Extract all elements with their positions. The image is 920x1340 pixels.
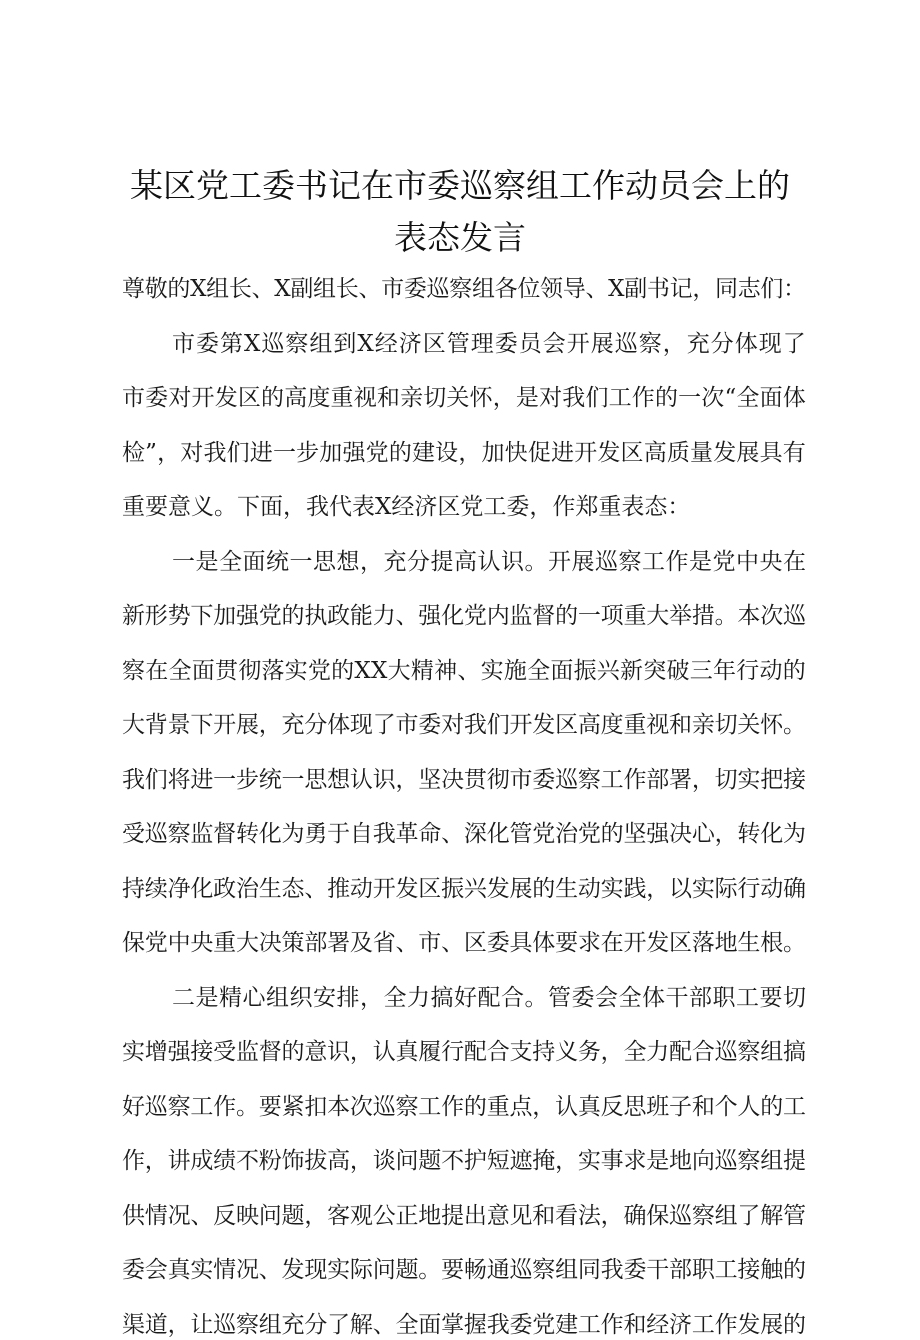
- body-line: 好巡察工作。要紧扣本次巡察工作的重点，认真反思班子和个人的工: [122, 1093, 806, 1120]
- document-title-line-2: 表态发言: [394, 218, 526, 257]
- body-line: 保党中央重大决策部署及省、市、区委具体要求在开发区落地生根。: [122, 930, 806, 956]
- salutation-line: 尊敬的X组长、X副组长、市委巡察组各位领导、X副书记，同志们：: [122, 276, 806, 302]
- body-line: 新形势下加强党的执政能力、强化党内监督的一项重大举措。本次巡: [122, 603, 806, 629]
- body-line: 持续净化政治生态、推动开发区振兴发展的生动实践，以实际行动确: [122, 875, 806, 902]
- body-line: 检”，对我们进一步加强党的建设，加快促进开发区高质量发展具有: [122, 439, 806, 466]
- body-line: 市委对开发区的高度重视和亲切关怀，是对我们工作的一次“全面体: [122, 385, 806, 411]
- body-line: 大背景下开展，充分体现了市委对我们开发区高度重视和亲切关怀。: [122, 712, 806, 738]
- body-line: 一是全面统一思想，充分提高认识。开展巡察工作是党中央在: [172, 548, 807, 575]
- body-line: 二是精心组织安排，全力搞好配合。管委会全体干部职工要切: [172, 984, 807, 1011]
- body-line: 渠道，让巡察组充分了解、全面掌握我委党建工作和经济工作发展的: [122, 1311, 806, 1338]
- body-line: 察在全面贯彻落实党的XX大精神、实施全面振兴新突破三年行动的: [122, 657, 806, 684]
- body-line: 我们将进一步统一思想认识，坚决贯彻市委巡察工作部署，切实把接: [122, 766, 806, 793]
- body-line: 市委第X巡察组到X经济区管理委员会开展巡察，充分体现了: [172, 330, 807, 357]
- body-line: 作，讲成绩不粉饰拔高，谈问题不护短遮掩，实事求是地向巡察组提: [122, 1148, 806, 1174]
- body-line: 委会真实情况、发现实际问题。要畅通巡察组同我委干部职工接触的: [122, 1257, 806, 1283]
- document-title-line-1: 某区党工委书记在市委巡察组工作动员会上的: [130, 166, 790, 205]
- body-line: 供情况、反映问题，客观公正地提出意见和看法，确保巡察组了解管: [122, 1202, 806, 1229]
- body-line: 实增强接受监督的意识，认真履行配合支持义务，全力配合巡察组搞: [122, 1039, 806, 1065]
- body-line: 受巡察监督转化为勇于自我革命、深化管党治党的坚强决心，转化为: [122, 821, 806, 847]
- body-line: 重要意义。下面，我代表X经济区党工委，作郑重表态：: [122, 494, 691, 520]
